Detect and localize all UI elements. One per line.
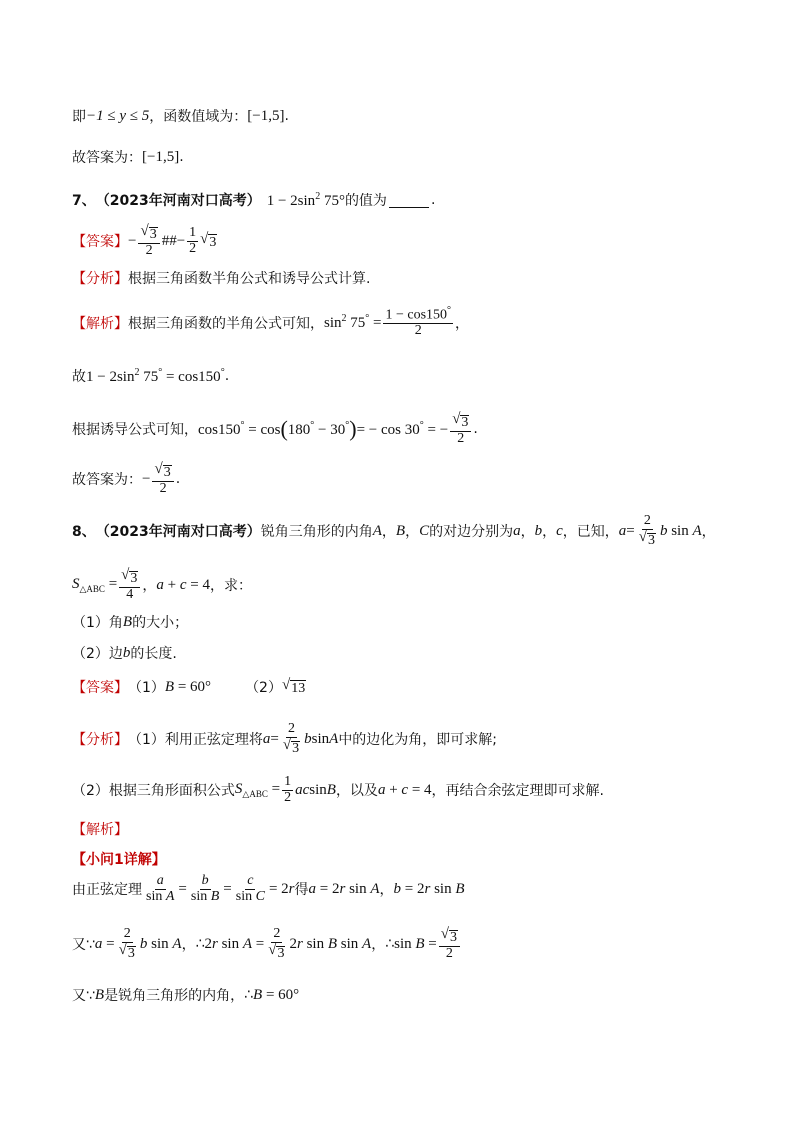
q8-therefore-1: ∴ — [195, 936, 205, 953]
q7-solution-line1: 【解析】 根据三角函数的半角公式可知， $\sin^2 75^\circ$ = $\frac{1 - \cos 150^\circ}{2}$ ， — [72, 305, 470, 339]
q7-question: 7、 （2023年河南对口高考） $1 - 2\sin^2$ 75° 的值为 . — [72, 190, 436, 209]
q8-solution-tag: 【解析】 — [72, 822, 128, 838]
q7-answer-sep: ## — [161, 232, 177, 249]
q8-source: （2023年河南对口高考） — [95, 524, 261, 541]
q7-answer-fraction: √ 3 2 — [138, 224, 159, 258]
q6-range-line: 即 −1 ≤ y ≤ 5 ，函数值域为： [−1,5] . — [72, 107, 289, 125]
q7-answer-tag: 【答案】 — [72, 234, 128, 251]
q8-part1-suffix: 的大小； — [132, 615, 189, 631]
q8-analysis-2a: （2）根据三角形面积公式 — [72, 783, 235, 800]
q7-number: 7、 — [72, 193, 96, 209]
q8-solution-tag-line — [72, 819, 128, 839]
q8-analysis-tag: 【分析】 — [72, 732, 128, 749]
q8-analysis-1b: 中的边化为角，即可求解; — [338, 732, 498, 749]
q8-you-label-2: 又∵ — [72, 988, 95, 1004]
q7-analysis-tag: 【分析】 — [72, 271, 128, 287]
q8-therefore-2: ∴ — [385, 936, 395, 953]
q7-answer-blank — [389, 193, 429, 208]
q8-answer-line: 【答案】 （1） B = 60° （2） √ 13 — [72, 677, 306, 696]
q7-solution-text2: 故 — [72, 369, 86, 385]
q6-answer-prefix: 故答案为： — [72, 150, 142, 166]
q8-part2-label: （2）边 — [72, 646, 123, 662]
q8-analysis-2b: ，以及 — [335, 783, 378, 800]
q7-solution-text1: 根据三角函数的半角公式可知， — [128, 315, 324, 332]
q8-number: 8、 — [72, 524, 96, 541]
q8-you-label: 又∵ — [72, 937, 95, 954]
q7-solution-tag: 【解析】 — [72, 315, 128, 332]
q8-part1-label: （1）角 — [72, 615, 123, 631]
q8-sine-law-line: 由正弦定理 $\frac{a}{\text{sin A}}$ = $\frac{b}{\text{sin B}}$ = $\frac{c}{\text{sin C}}$ = 2r 得 a = 2r sin A ， b = 2r sin B — [72, 873, 465, 904]
q8-analysis-line1: 【分析】 （1）利用正弦定理将 a = 2 √ 3 bsinA 中的边化为角，即可求解; — [72, 721, 498, 756]
q8-sub-tag: 【小问1详解】 — [72, 852, 166, 868]
q7-expression: $1 - 2\sin^2$ 75° — [266, 190, 345, 209]
q8-stem3: ，已知， — [562, 524, 619, 541]
q7-solution-line2: 故 $1 - 2\sin^2$ 75° = cos150° . — [72, 366, 230, 385]
q6-answer-range: [−1,5] — [142, 148, 180, 165]
q8-question-line2: $S_{\triangle ABC}$ = √ 3 4 ， a + c = 4 ，求： — [72, 567, 252, 602]
q6-answer-line: 故答案为： [−1,5] . — [72, 148, 184, 166]
q7-solution-line3: 根据诱导公式可知， cos150° = cos ( 180° − 30° ) = − cos 30° = − √ 3 2 . — [72, 411, 478, 446]
q8-therefore-3: ∴ — [244, 987, 254, 1003]
q7-question-suffix: 的值为 — [344, 193, 387, 209]
q6-range: [−1,5] — [247, 107, 285, 124]
q8-subq-tag-line — [72, 849, 166, 869]
q8-sine-prefix: 由正弦定理 — [72, 882, 142, 899]
q8-analysis-2c: ，再结合余弦定理即可求解. — [431, 783, 604, 800]
q8-question-line1: 8、 （2023年河南对口高考） 锐角三角形的内角 A ， B ， C 的对边分别为 a ， b ， c ，已知， a = 2 √ 3 b sin A ， — [72, 513, 716, 548]
q8-stem2: 的对边分别为 — [429, 524, 514, 541]
q8-part2-suffix: 的长度. — [130, 646, 177, 662]
q8-part2: （2）边 b 的长度. — [72, 644, 177, 662]
q7-analysis-line — [72, 268, 370, 288]
q7-source: （2023年河南对口高考） — [95, 193, 261, 209]
q8-conclusion-line: 又∵ B 是锐角三角形的内角， ∴ B = 60° — [72, 986, 300, 1004]
q6-mid: ，函数值域为： — [149, 109, 248, 125]
q7-solution-text3: 根据诱导公式可知， — [72, 422, 198, 439]
q8-sine-mid: 得 — [294, 882, 309, 899]
q8-part1: （1）角 B 的大小； — [72, 613, 189, 631]
q8-answer-tag: 【答案】 — [72, 680, 128, 696]
q8-answer-p2: （2） — [245, 680, 282, 696]
q8-last-mid: 是锐角三角形的内角， — [104, 988, 245, 1004]
q8-answer-p1: （1） — [128, 680, 165, 696]
q7-answer-line: 【答案】 − √ 3 2 ## − $\frac{1}{2}$ √ 3 — [72, 223, 217, 258]
q8-derive-line: 又∵ a = 2 √ 3 b sin A ， ∴ 2r sin A = 2 √ 3 2r sin B sin A ， ∴ sin B = √ 3 2 — [72, 927, 462, 961]
q8-stem4: ，求： — [210, 578, 252, 595]
q8-analysis-1a: （1）利用正弦定理将 — [128, 732, 263, 749]
q7-final-prefix: 故答案为： — [72, 472, 142, 489]
q7-final-line: 故答案为： − √ 3 2 . — [72, 461, 181, 496]
q8-analysis-line2: （2）根据三角形面积公式 $S_{\triangle ABC}$ = $\frac{1}{2}$ acsinB ，以及 a + c = 4 ，再结合余弦定理即可求解. — [72, 774, 604, 805]
q7-analysis-text: 根据三角函数半角公式和诱导公式计算. — [128, 271, 371, 287]
q6-prefix: 即 — [72, 109, 86, 125]
q8-stem: 锐角三角形的内角 — [260, 524, 373, 541]
q6-inequality: −1 ≤ y ≤ 5 — [86, 107, 150, 124]
